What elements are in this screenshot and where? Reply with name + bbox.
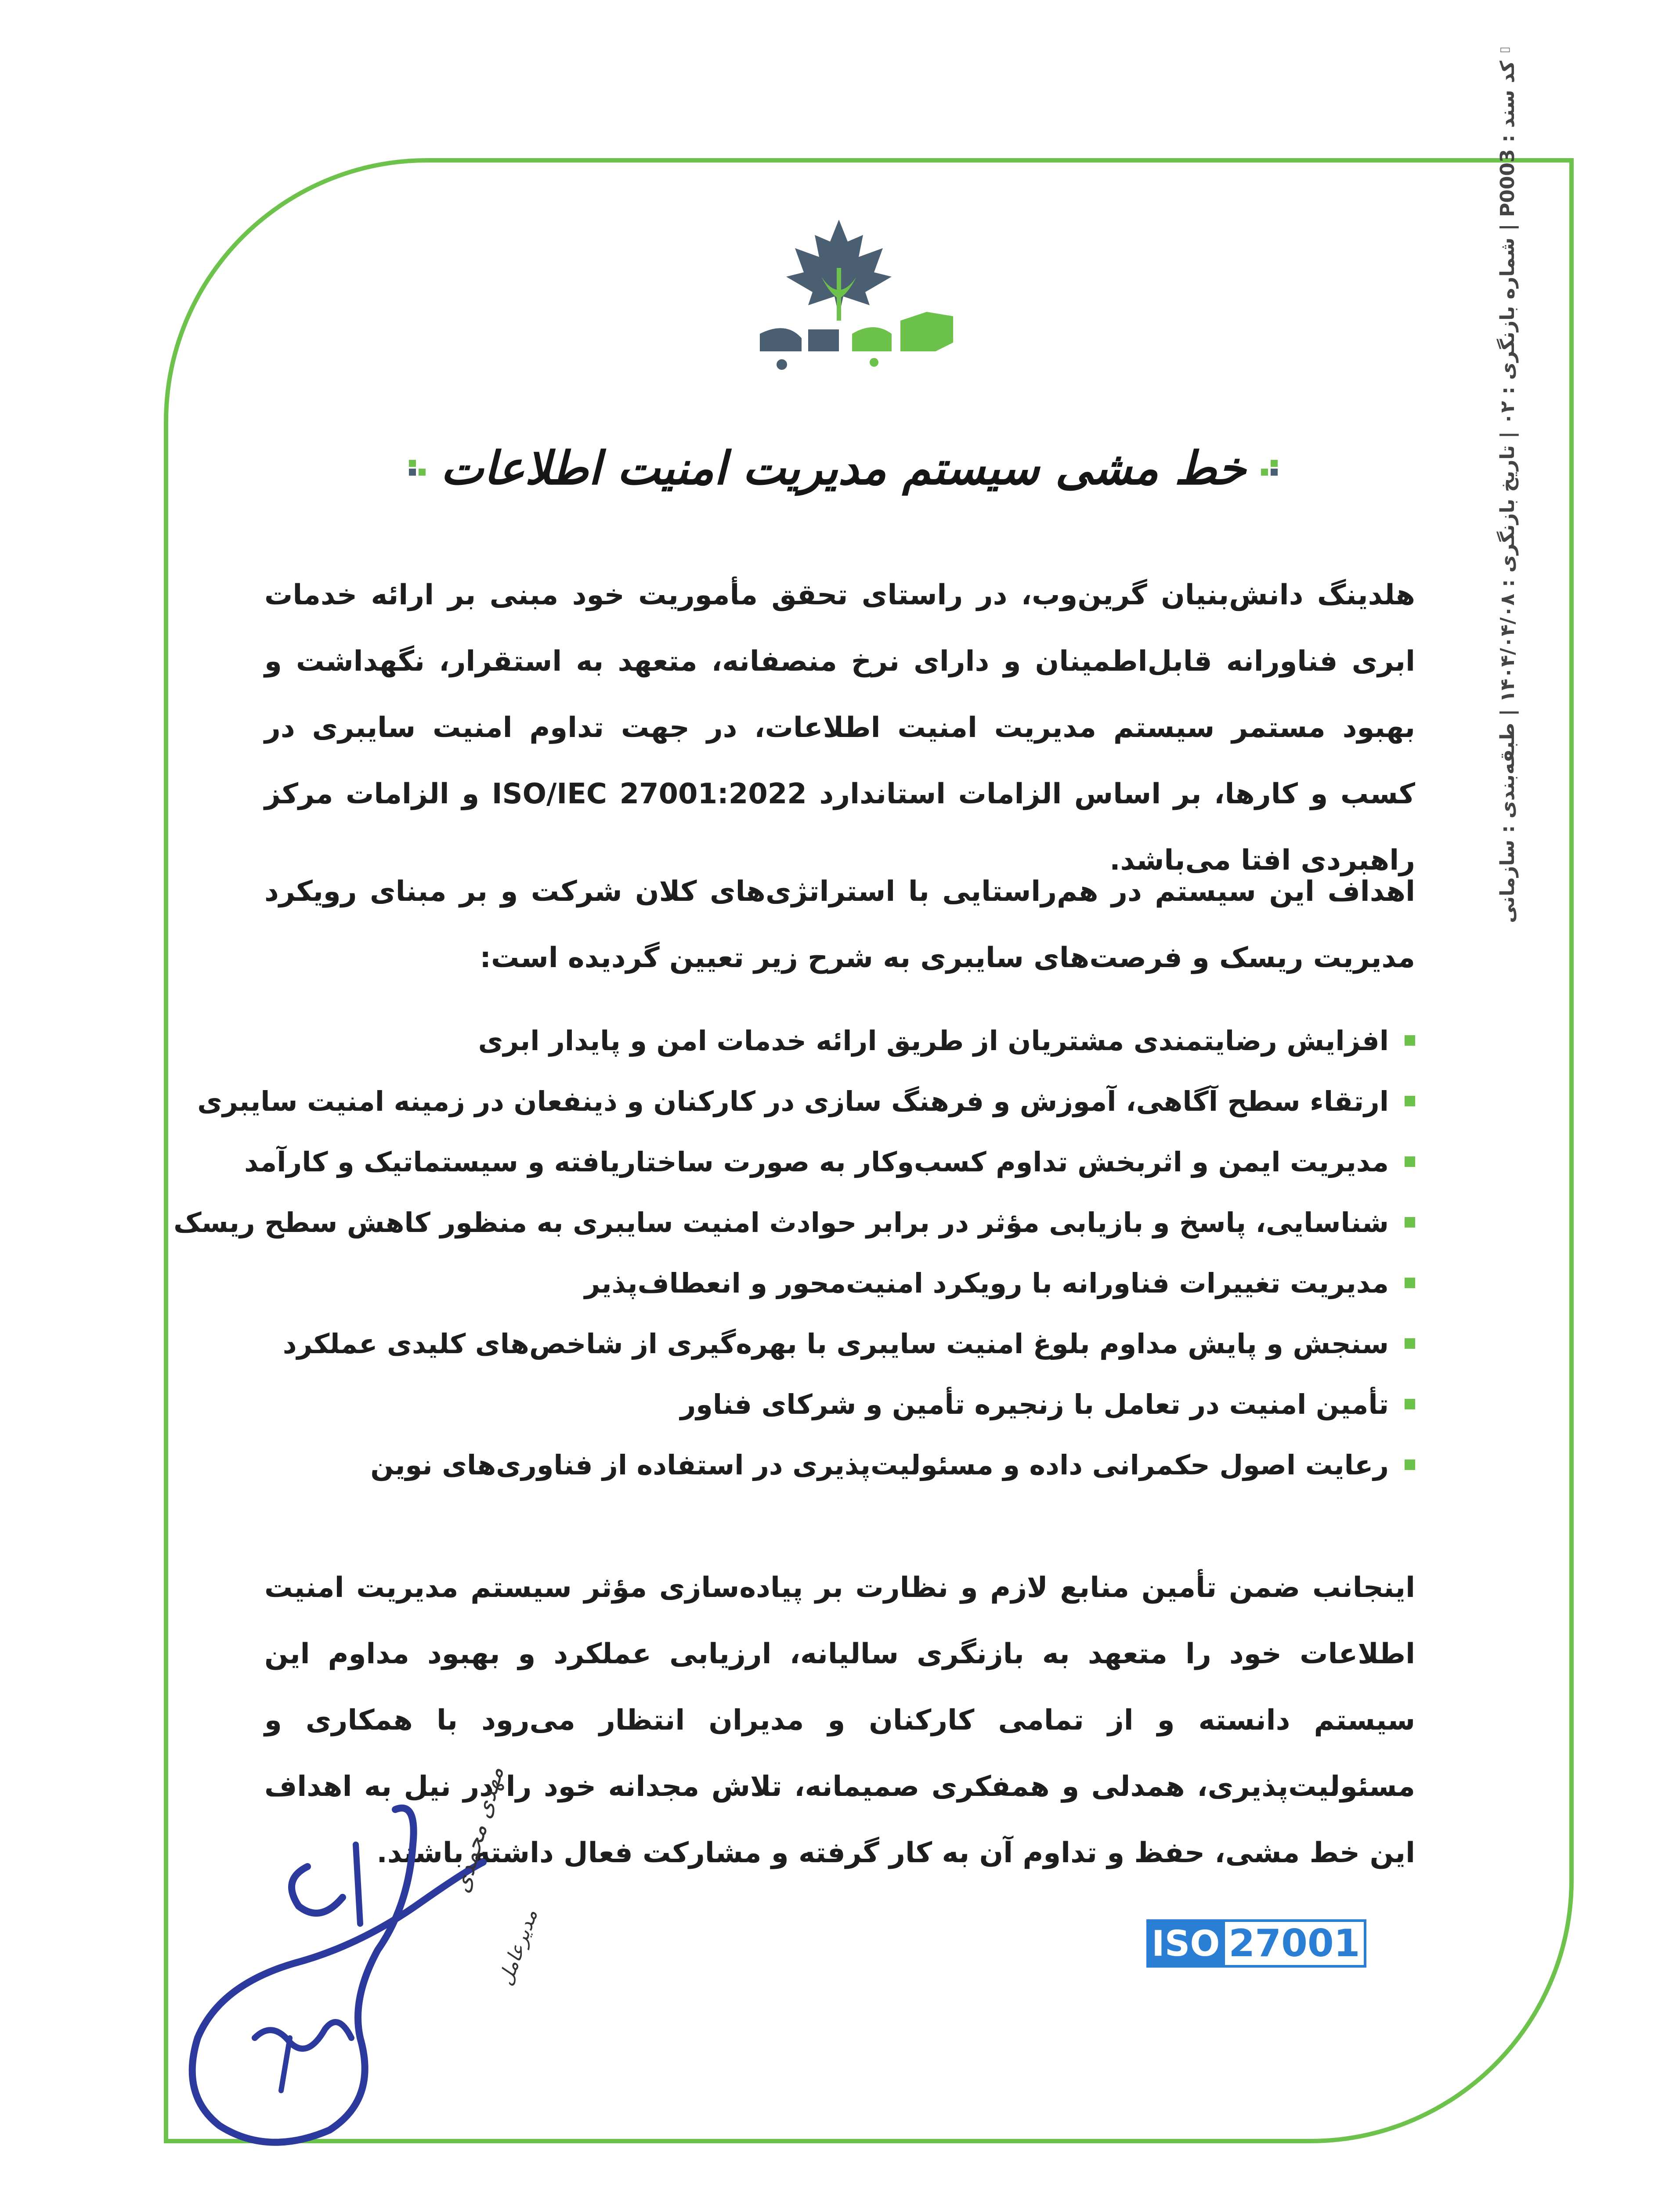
list-item: مدیریت تغییرات فناورانه با رویکرد امنیت‌محور و انعطاف‌پذیر <box>256 1253 1415 1313</box>
signer-name: مهدی محمدی <box>448 1763 509 1896</box>
title-bullet-icon <box>400 459 426 477</box>
bullet-icon <box>1405 1338 1415 1349</box>
signer-role: مدیرعامل <box>494 1907 542 1989</box>
bullet-icon <box>1405 1217 1415 1228</box>
bullet-icon <box>1405 1278 1415 1288</box>
logo-wordmark <box>760 312 953 370</box>
scan-corner-mark: ▭ <box>1499 42 1511 56</box>
iso-badge-right: 27001 <box>1225 1919 1366 1968</box>
list-item: شناسایی، پاسخ و بازیابی مؤثر در برابر حوادث امنیت سایبری به منظور کاهش سطح ریسک <box>256 1192 1415 1253</box>
list-item: تأمین امنیت در تعامل با زنجیره تأمین و شرکای فناور <box>256 1374 1415 1434</box>
bullet-icon <box>1405 1399 1415 1409</box>
bullet-icon <box>1405 1459 1415 1470</box>
list-item: افزایش رضایتمندی مشتریان از طریق ارائه خدمات امن و پایدار ابری <box>256 1010 1415 1071</box>
iso-27001-badge <box>1146 1919 1366 1968</box>
list-item: سنجش و پایش مداوم بلوغ امنیت سایبری با بهره‌گیری از شاخص‌های کلیدی عملکرد <box>256 1313 1415 1374</box>
bullet-icon <box>1405 1035 1415 1046</box>
list-item: ارتقاء سطح آگاهی، آموزش و فرهنگ سازی در کارکنان و ذینفعان در زمینه امنیت سایبری <box>256 1071 1415 1131</box>
bullet-icon <box>1405 1156 1415 1167</box>
bullet-icon <box>1405 1096 1415 1106</box>
goals-list <box>173 1010 1415 1495</box>
goals-intro-paragraph: اهداف این سیستم در هم‌راستایی با استراتژی‌های کلان شرکت و بر مبنای رویکرد مدیریت ریسک و فرصت‌های سایبری به شرح زیر تعیین گردیده است: <box>264 875 1415 974</box>
list-item: رعایت اصول حکمرانی داده و مسئولیت‌پذیری در استفاده از فناوری‌های نوین <box>256 1434 1415 1495</box>
commitment-paragraph: اینجانب ضمن تأمین منابع لازم و نظارت بر پیاده‌سازی مؤثر سیستم مدیریت امنیت اطلاعات خود را متعهد به بازنگری سالیانه، ارزیابی عملکرد و بهبود مداوم این سیستم دانسته و از تمامی کارکنان و مدیران انتظار می‌رود با همکاری و مسئولیت‌پذیری، همدلی و همفکری صمیمانه، تلاش مجدانه خود را در نیل به اهداف این خط مشی، حفظ و تداوم آن به کار گرفته و مشارکت فعال داشته باشند. <box>264 1571 1415 1869</box>
list-item: مدیریت ایمن و اثربخش تداوم کسب‌وکار به صورت ساختاریافته و سیستماتیک و کارآمد <box>256 1131 1415 1192</box>
greenweb-logo <box>707 211 971 382</box>
document-title: خط مشی سیستم مدیریت امنیت اطلاعات <box>441 441 1246 495</box>
title-bullet-icon <box>1261 459 1286 477</box>
iso-badge-left: ISO <box>1146 1919 1225 1968</box>
title-row <box>441 435 1246 501</box>
document-metadata-strip: کد سند : P0003 | شماره بازنگری : ۰۲ | تاریخ بازنگری : ۱۴۰۴/۰۴/۰۸ | طبقه‌بندی : سازمانی <box>1496 61 1519 923</box>
maple-leaf-icon <box>786 220 892 321</box>
intro-paragraph: هلدینگ دانش‌بنیان گرین‌وب، در راستای تحقق مأموریت خود مبنی بر ارائه خدمات ابری فناورانه قابل‌اطمینان و دارای نرخ منصفانه، متعهد به استقرار، نگهداشت و بهبود مستمر سیستم مدیریت امنیت اطلاعات، در جهت تداوم امنیت سایبری در کسب و کارها، بر اساس الزامات استاندارد ISO/IEC 27001:2022 و الزامات مرکز راهبردی افتا می‌باشد. <box>264 579 1416 877</box>
